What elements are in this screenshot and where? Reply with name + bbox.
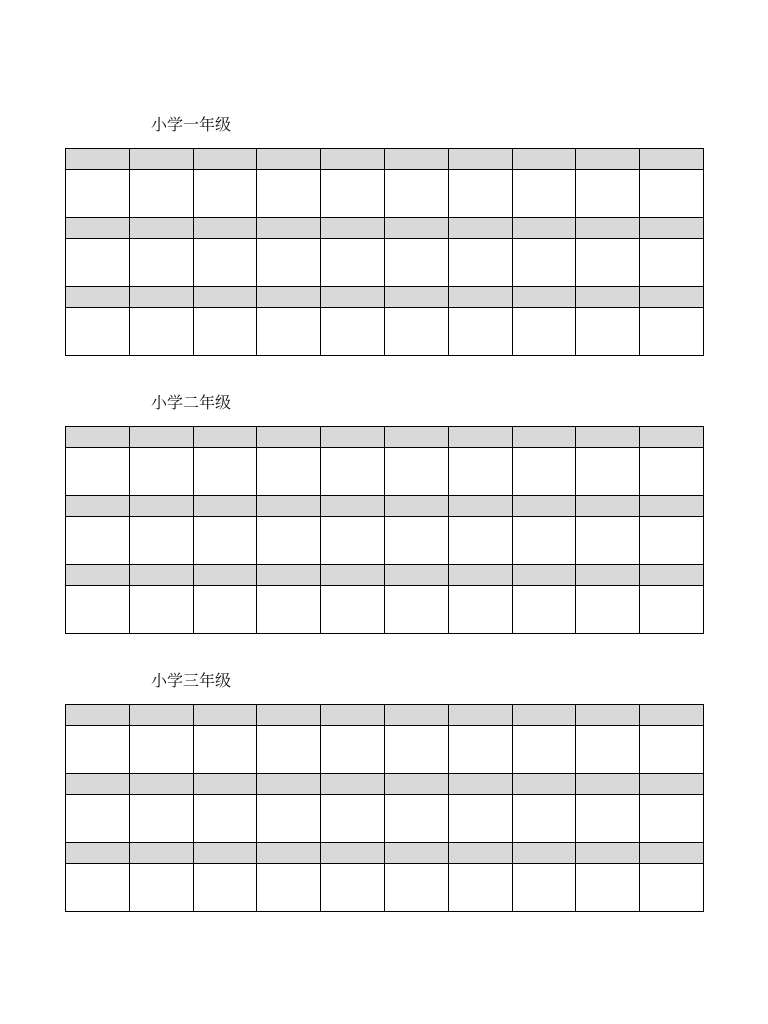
- pinyin-cell: [384, 427, 448, 448]
- character-cell: [129, 726, 193, 774]
- pinyin-cell: [512, 565, 576, 586]
- character-cell: [448, 517, 512, 565]
- character-cell: [512, 517, 576, 565]
- grid-writing-row: [66, 517, 704, 565]
- pinyin-cell: [640, 705, 704, 726]
- character-cell: [512, 586, 576, 634]
- character-cell: [193, 239, 257, 287]
- pinyin-grid: [65, 704, 704, 912]
- character-cell: [321, 517, 385, 565]
- pinyin-cell: [448, 427, 512, 448]
- pinyin-cell: [193, 843, 257, 864]
- pinyin-cell: [576, 843, 640, 864]
- character-cell: [257, 517, 321, 565]
- pinyin-cell: [321, 427, 385, 448]
- character-cell: [512, 308, 576, 356]
- pinyin-cell: [512, 149, 576, 170]
- character-cell: [257, 170, 321, 218]
- pinyin-cell: [66, 496, 130, 517]
- character-cell: [448, 726, 512, 774]
- character-cell: [257, 864, 321, 912]
- character-cell: [193, 170, 257, 218]
- character-cell: [576, 170, 640, 218]
- character-cell: [257, 308, 321, 356]
- pinyin-cell: [640, 496, 704, 517]
- character-cell: [448, 448, 512, 496]
- character-cell: [321, 448, 385, 496]
- pinyin-cell: [129, 218, 193, 239]
- pinyin-cell: [129, 427, 193, 448]
- pinyin-cell: [512, 287, 576, 308]
- character-cell: [512, 864, 576, 912]
- character-cell: [129, 517, 193, 565]
- pinyin-cell: [66, 427, 130, 448]
- character-cell: [321, 864, 385, 912]
- character-cell: [384, 239, 448, 287]
- character-cell: [576, 517, 640, 565]
- character-cell: [576, 308, 640, 356]
- pinyin-cell: [66, 774, 130, 795]
- pinyin-cell: [193, 287, 257, 308]
- pinyin-cell: [257, 427, 321, 448]
- pinyin-cell: [321, 774, 385, 795]
- character-cell: [512, 239, 576, 287]
- grid-header-row: [66, 149, 704, 170]
- character-cell: [66, 517, 130, 565]
- character-cell: [512, 726, 576, 774]
- grid-writing-row: [66, 726, 704, 774]
- character-cell: [257, 239, 321, 287]
- grid-header-row: [66, 774, 704, 795]
- pinyin-cell: [66, 705, 130, 726]
- pinyin-cell: [576, 218, 640, 239]
- character-cell: [66, 308, 130, 356]
- pinyin-cell: [257, 565, 321, 586]
- pinyin-cell: [193, 218, 257, 239]
- character-cell: [66, 170, 130, 218]
- character-cell: [640, 308, 704, 356]
- character-cell: [66, 239, 130, 287]
- character-cell: [384, 864, 448, 912]
- pinyin-cell: [640, 149, 704, 170]
- pinyin-cell: [193, 705, 257, 726]
- pinyin-cell: [193, 149, 257, 170]
- grid-writing-row: [66, 864, 704, 912]
- pinyin-cell: [448, 287, 512, 308]
- character-cell: [193, 586, 257, 634]
- character-cell: [193, 864, 257, 912]
- pinyin-cell: [640, 287, 704, 308]
- pinyin-cell: [448, 149, 512, 170]
- character-cell: [448, 795, 512, 843]
- pinyin-cell: [66, 149, 130, 170]
- character-cell: [640, 448, 704, 496]
- character-cell: [193, 448, 257, 496]
- character-cell: [321, 239, 385, 287]
- pinyin-cell: [321, 843, 385, 864]
- character-cell: [576, 726, 640, 774]
- character-cell: [129, 586, 193, 634]
- character-cell: [66, 795, 130, 843]
- character-cell: [576, 239, 640, 287]
- pinyin-cell: [640, 218, 704, 239]
- pinyin-cell: [257, 843, 321, 864]
- character-cell: [321, 795, 385, 843]
- character-cell: [512, 795, 576, 843]
- pinyin-cell: [576, 149, 640, 170]
- pinyin-cell: [321, 287, 385, 308]
- pinyin-cell: [576, 287, 640, 308]
- pinyin-cell: [448, 774, 512, 795]
- character-cell: [66, 864, 130, 912]
- character-cell: [640, 170, 704, 218]
- character-cell: [129, 448, 193, 496]
- pinyin-cell: [129, 565, 193, 586]
- character-cell: [66, 448, 130, 496]
- character-cell: [512, 448, 576, 496]
- pinyin-cell: [257, 496, 321, 517]
- grid-header-row: [66, 427, 704, 448]
- grid-header-row: [66, 496, 704, 517]
- character-cell: [129, 795, 193, 843]
- character-cell: [384, 586, 448, 634]
- character-cell: [640, 586, 704, 634]
- pinyin-cell: [640, 774, 704, 795]
- pinyin-cell: [576, 427, 640, 448]
- character-cell: [321, 308, 385, 356]
- character-cell: [384, 170, 448, 218]
- grid-writing-row: [66, 239, 704, 287]
- character-cell: [193, 726, 257, 774]
- character-cell: [384, 517, 448, 565]
- grid-writing-row: [66, 308, 704, 356]
- character-cell: [576, 795, 640, 843]
- pinyin-cell: [512, 496, 576, 517]
- pinyin-cell: [448, 565, 512, 586]
- pinyin-cell: [321, 149, 385, 170]
- pinyin-cell: [129, 843, 193, 864]
- character-cell: [321, 170, 385, 218]
- pinyin-cell: [193, 496, 257, 517]
- grid-writing-row: [66, 795, 704, 843]
- character-cell: [576, 448, 640, 496]
- grid-header-row: [66, 287, 704, 308]
- pinyin-cell: [640, 427, 704, 448]
- character-cell: [576, 864, 640, 912]
- section-title: 小学三年级: [151, 671, 232, 690]
- character-cell: [257, 448, 321, 496]
- grid-writing-row: [66, 586, 704, 634]
- pinyin-cell: [512, 843, 576, 864]
- character-cell: [640, 726, 704, 774]
- character-cell: [640, 517, 704, 565]
- pinyin-cell: [576, 565, 640, 586]
- grid-header-row: [66, 565, 704, 586]
- pinyin-cell: [193, 565, 257, 586]
- pinyin-cell: [384, 565, 448, 586]
- pinyin-grid: [65, 426, 704, 634]
- pinyin-cell: [384, 218, 448, 239]
- pinyin-cell: [193, 774, 257, 795]
- character-cell: [384, 795, 448, 843]
- character-cell: [448, 239, 512, 287]
- pinyin-cell: [448, 843, 512, 864]
- pinyin-cell: [512, 705, 576, 726]
- pinyin-cell: [384, 496, 448, 517]
- character-cell: [448, 864, 512, 912]
- pinyin-cell: [129, 705, 193, 726]
- character-cell: [129, 239, 193, 287]
- pinyin-cell: [512, 427, 576, 448]
- character-cell: [257, 795, 321, 843]
- pinyin-cell: [321, 218, 385, 239]
- character-cell: [384, 448, 448, 496]
- character-cell: [129, 170, 193, 218]
- pinyin-cell: [129, 287, 193, 308]
- grid-header-row: [66, 705, 704, 726]
- pinyin-cell: [321, 705, 385, 726]
- section-title: 小学一年级: [151, 115, 232, 134]
- pinyin-grid: [65, 148, 704, 356]
- grid-writing-row: [66, 170, 704, 218]
- character-cell: [512, 170, 576, 218]
- pinyin-cell: [384, 149, 448, 170]
- pinyin-cell: [448, 218, 512, 239]
- character-cell: [257, 726, 321, 774]
- pinyin-cell: [129, 149, 193, 170]
- pinyin-cell: [257, 774, 321, 795]
- pinyin-cell: [193, 427, 257, 448]
- character-cell: [193, 308, 257, 356]
- character-cell: [640, 795, 704, 843]
- pinyin-cell: [576, 774, 640, 795]
- grid-header-row: [66, 843, 704, 864]
- pinyin-cell: [129, 496, 193, 517]
- pinyin-cell: [66, 565, 130, 586]
- pinyin-cell: [576, 705, 640, 726]
- character-cell: [384, 308, 448, 356]
- pinyin-cell: [384, 774, 448, 795]
- character-cell: [129, 864, 193, 912]
- character-cell: [576, 586, 640, 634]
- pinyin-cell: [576, 496, 640, 517]
- character-cell: [66, 726, 130, 774]
- pinyin-cell: [321, 565, 385, 586]
- grid-header-row: [66, 218, 704, 239]
- pinyin-cell: [384, 843, 448, 864]
- character-cell: [448, 586, 512, 634]
- pinyin-cell: [640, 565, 704, 586]
- grid-writing-row: [66, 448, 704, 496]
- character-cell: [321, 586, 385, 634]
- pinyin-cell: [66, 218, 130, 239]
- pinyin-cell: [384, 287, 448, 308]
- character-cell: [384, 726, 448, 774]
- pinyin-cell: [257, 218, 321, 239]
- pinyin-cell: [66, 843, 130, 864]
- pinyin-cell: [257, 149, 321, 170]
- pinyin-cell: [448, 705, 512, 726]
- pinyin-cell: [448, 496, 512, 517]
- character-cell: [640, 239, 704, 287]
- character-cell: [448, 170, 512, 218]
- character-cell: [321, 726, 385, 774]
- pinyin-cell: [257, 705, 321, 726]
- pinyin-cell: [512, 774, 576, 795]
- pinyin-cell: [384, 705, 448, 726]
- pinyin-cell: [640, 843, 704, 864]
- character-cell: [129, 308, 193, 356]
- character-cell: [66, 586, 130, 634]
- pinyin-cell: [129, 774, 193, 795]
- pinyin-cell: [66, 287, 130, 308]
- pinyin-cell: [512, 218, 576, 239]
- character-cell: [193, 795, 257, 843]
- character-cell: [257, 586, 321, 634]
- section-title: 小学二年级: [151, 393, 232, 412]
- character-cell: [193, 517, 257, 565]
- character-cell: [448, 308, 512, 356]
- pinyin-cell: [321, 496, 385, 517]
- pinyin-cell: [257, 287, 321, 308]
- character-cell: [640, 864, 704, 912]
